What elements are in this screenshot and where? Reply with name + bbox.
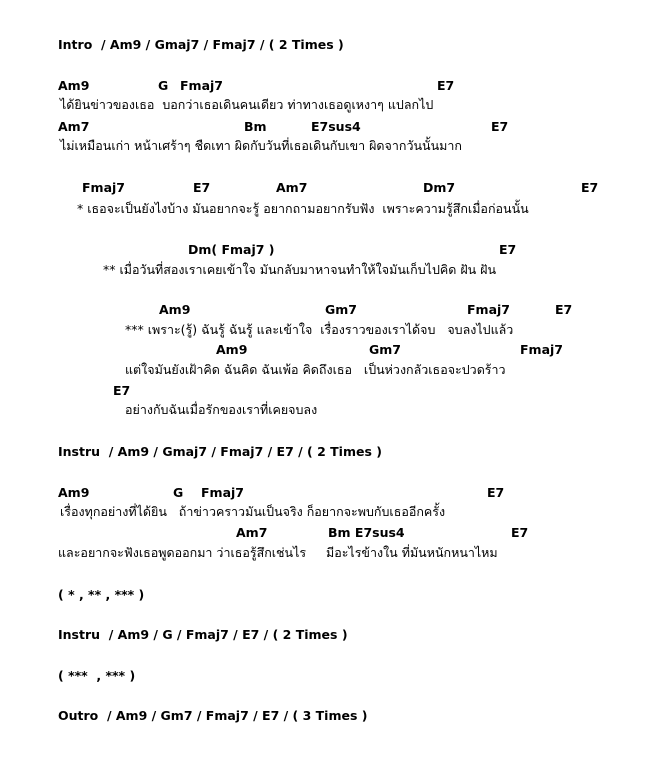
lyric-line: ได้ยินข่าวของเธอ บอกว่าเธอเดินคนเดียว ท่าทางเธอดูเหงาๆ แปลกไป xyxy=(60,97,434,112)
intro-line: Intro / Am9 / Gmaj7 / Fmaj7 / ( 2 Times ) xyxy=(58,37,344,52)
lyric-line: และอยากจะฟังเธอพูดออกมา ว่าเธอรู้สึกเช่นไร มีอะไรข้างใน ที่มันหนักหนาไหม xyxy=(58,545,498,560)
chord-dm7: Dm7 xyxy=(423,180,456,195)
chord-gm7: Gm7 xyxy=(325,302,357,317)
chord-e7: E7 xyxy=(491,119,509,134)
chord-fmaj7: Fmaj7 xyxy=(180,78,223,93)
chord-gm7: Gm7 xyxy=(369,342,401,357)
lyric-line: *** เพราะ(รู้) ฉันรู้ ฉันรู้ และเข้าใจ เรื่องราวของเราได้จบ จบลงไปแล้ว xyxy=(125,322,514,337)
chord-e7: E7 xyxy=(113,383,131,398)
chord-am7: Am7 xyxy=(236,525,268,540)
repeat-line: ( * , ** , *** ) xyxy=(58,587,145,602)
chord-e7sus4: E7sus4 xyxy=(311,119,361,134)
lyric-line: เรื่องทุกอย่างที่ได้ยิน ถ้าข่าวคราวมันเป็นจริง ก็อยากจะพบกับเธออีกครั้ง xyxy=(60,504,446,519)
instru-line: Instru / Am9 / G / Fmaj7 / E7 / ( 2 Times ) xyxy=(58,627,348,642)
chord-e7: E7 xyxy=(193,180,211,195)
chord-bm: Bm xyxy=(244,119,267,134)
chord-fmaj7: Fmaj7 xyxy=(201,485,244,500)
lyric-line: ไม่เหมือนเก่า หน้าเศร้าๆ ชืดเทา ผิดกับวันที่เธอเดินกับเขา ผิดจากวันนั้นมาก xyxy=(60,138,462,153)
chord-e7: E7 xyxy=(487,485,505,500)
lyric-line: อย่างกับฉันเมื่อรักของเราที่เคยจบลง xyxy=(125,402,318,417)
chord-e7: E7 xyxy=(511,525,529,540)
chord-e7: E7 xyxy=(437,78,455,93)
instru-line: Instru / Am9 / Gmaj7 / Fmaj7 / E7 / ( 2 Times ) xyxy=(58,444,382,459)
chord-dm-fmaj7: Dm( Fmaj7 ) xyxy=(188,242,275,257)
lyric-line: แต่ใจมันยังเฝ้าคิด ฉันคิด ฉันเพ้อ คิดถึงเธอ เป็นห่วงกลัวเธอจะปวดร้าว xyxy=(125,362,506,377)
chord-g: G xyxy=(173,485,184,500)
lyric-line: ** เมื่อวันที่สองเราเคยเข้าใจ มันกลับมาหาจนทำให้ใจมันเก็บไปคิด ฝัน ฝัน xyxy=(103,262,497,277)
chord-fmaj7: Fmaj7 xyxy=(82,180,125,195)
chord-am9: Am9 xyxy=(159,302,191,317)
chord-e7: E7 xyxy=(499,242,517,257)
chord-am9: Am9 xyxy=(58,78,90,93)
lyric-line: * เธอจะเป็นยังไงบ้าง มันอยากจะรู้ อยากถามอยากรับฟัง เพราะความรู้สึกเมื่อก่อนนั้น xyxy=(77,201,529,216)
chord-bm-e7sus4: Bm E7sus4 xyxy=(328,525,405,540)
chord-fmaj7: Fmaj7 xyxy=(467,302,510,317)
chord-am7: Am7 xyxy=(276,180,308,195)
chord-g: G xyxy=(158,78,169,93)
chord-e7: E7 xyxy=(581,180,599,195)
chord-am7: Am7 xyxy=(58,119,90,134)
repeat-line: ( *** , *** ) xyxy=(58,668,136,683)
chord-fmaj7: Fmaj7 xyxy=(520,342,563,357)
chord-am9: Am9 xyxy=(58,485,90,500)
outro-line: Outro / Am9 / Gm7 / Fmaj7 / E7 / ( 3 Times ) xyxy=(58,708,368,723)
chord-am9: Am9 xyxy=(216,342,248,357)
chord-e7: E7 xyxy=(555,302,573,317)
